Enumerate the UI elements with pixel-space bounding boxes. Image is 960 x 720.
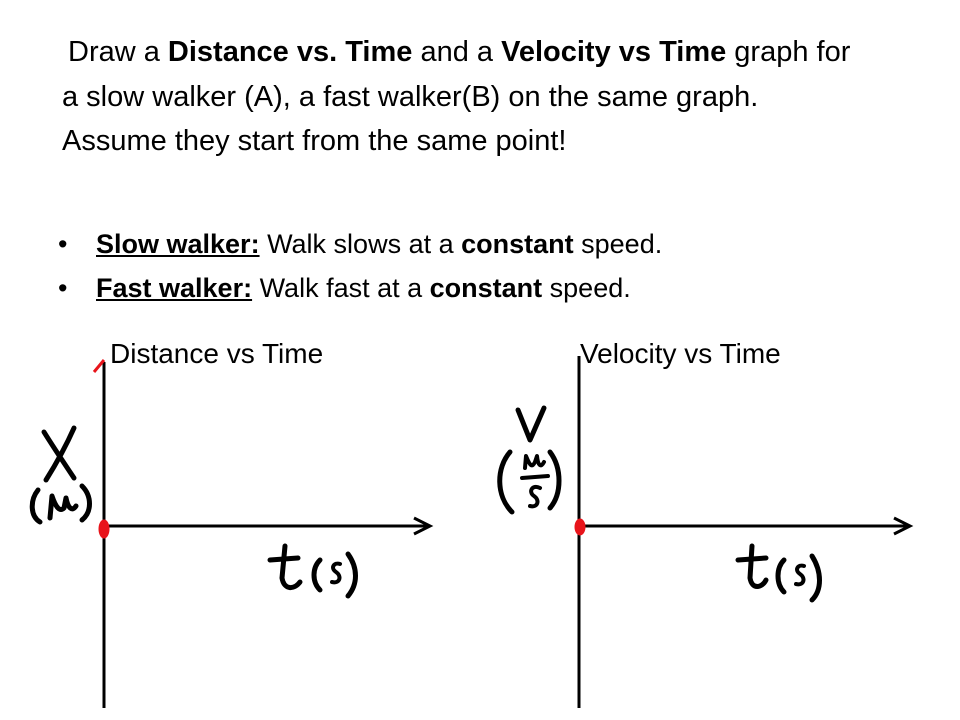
bullet-marker: •: [58, 273, 68, 303]
prompt-bold-velocity: Velocity vs Time: [501, 36, 727, 68]
velocity-ylabel-handwritten: [500, 408, 559, 512]
slow-walker-end: speed.: [573, 229, 663, 259]
prompt-bold-distance: Distance vs. Time: [167, 36, 413, 68]
velocity-origin-dot: [575, 519, 585, 535]
velocity-xlabel-handwritten: [738, 546, 820, 600]
fast-walker-text: Walk fast at a: [252, 273, 430, 303]
distance-graph-title: Distance vs Time: [110, 338, 324, 369]
fast-walker-term: Fast walker:: [96, 273, 253, 303]
distance-graph: [32, 360, 430, 708]
distance-ylabel-handwritten: [32, 428, 89, 522]
fast-walker-end: speed.: [542, 273, 631, 303]
slow-walker-text: Walk slows at a: [259, 229, 462, 259]
distance-origin-dot: [99, 520, 109, 538]
distance-xlabel-handwritten: [270, 546, 356, 596]
fast-walker-bold: constant: [429, 273, 543, 303]
bullet-marker: •: [58, 229, 68, 259]
prompt-text-1: Draw a: [68, 36, 168, 68]
slow-walker-bold: constant: [461, 229, 574, 259]
prompt-text-3: graph for a slow walker (A), a fast walker(B) on the same graph. Assume they start from the same point!: [62, 36, 851, 157]
velocity-graph: [500, 356, 910, 708]
slow-walker-term: Slow walker:: [96, 229, 260, 259]
velocity-graph-title: Velocity vs Time: [580, 338, 781, 369]
prompt-text-2: and a: [412, 36, 502, 68]
